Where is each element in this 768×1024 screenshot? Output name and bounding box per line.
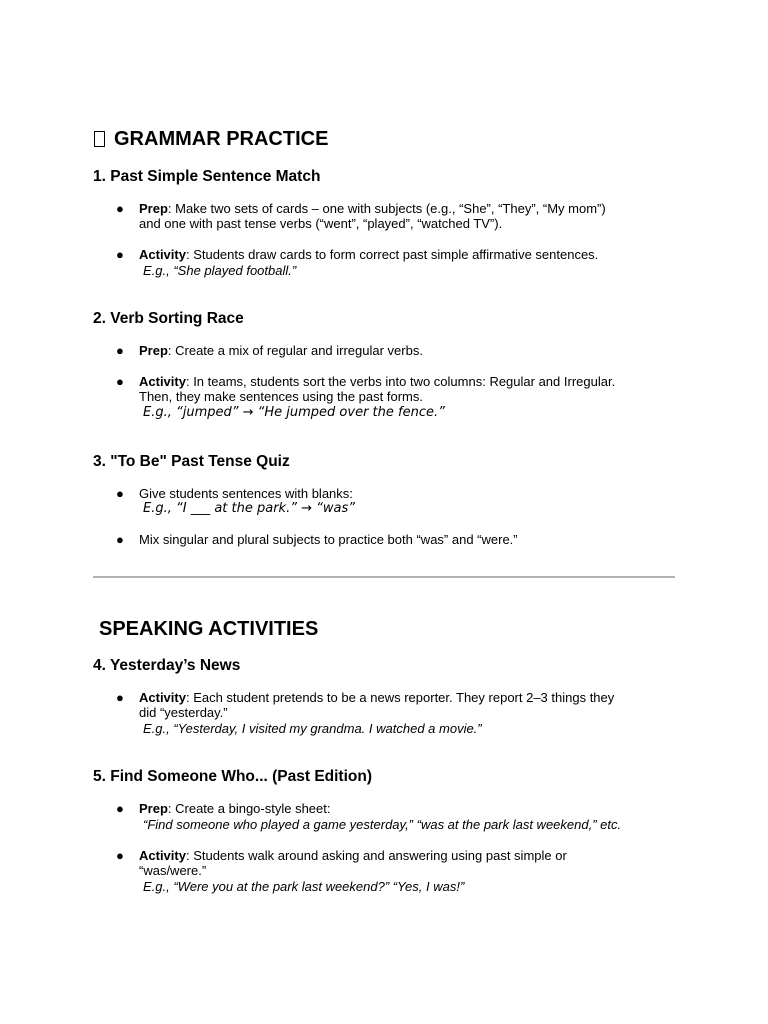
- s1-activity-example: E.g., “She played football.”: [143, 263, 297, 278]
- activity-label: Activity: [139, 247, 186, 262]
- speaking-activities-title: SPEAKING ACTIVITIES: [99, 618, 319, 640]
- prep-label: Prep: [139, 801, 168, 816]
- s5-activity-line-2: “was/were.”: [139, 863, 207, 878]
- s1-prep-line-1: Prep: Make two sets of cards – one with subjects (e.g., “She”, “They”, “My mom”): [139, 201, 606, 216]
- bullet-icon: ●: [116, 532, 124, 547]
- s5-prep-line: Prep: Create a bingo-style sheet:: [139, 801, 331, 816]
- bullet-icon: ●: [116, 848, 124, 863]
- section-3-heading: 3. "To Be" Past Tense Quiz: [93, 453, 290, 470]
- missing-glyph-icon: [94, 131, 105, 147]
- s2-prep-line: Prep: Create a mix of regular and irregular verbs.: [139, 343, 423, 358]
- s4-activity-example: E.g., “Yesterday, I visited my grandma. I watched a movie.”: [143, 721, 482, 736]
- grammar-practice-title: GRAMMAR PRACTICE: [94, 127, 328, 151]
- s3-item-2-text: Mix singular and plural subjects to practice both “was” and “were.”: [139, 532, 518, 547]
- bullet-icon: ●: [116, 690, 124, 705]
- s2-activity-example: E.g., “jumped” → “He jumped over the fence.”: [143, 405, 445, 420]
- s2-activity-line-2: Then, they make sentences using the past forms.: [139, 389, 423, 404]
- s4-activity-line-1: Activity: Each student pretends to be a news reporter. They report 2–3 things they: [139, 690, 615, 705]
- s3-item-1-text: Give students sentences with blanks:: [139, 486, 353, 501]
- s5-activity-example: E.g., “Were you at the park last weekend?” “Yes, I was!”: [143, 879, 465, 894]
- s3-item-1-example: E.g., “I ___ at the park.” → “was”: [143, 501, 355, 516]
- section-1-heading: 1. Past Simple Sentence Match: [93, 168, 321, 185]
- s4-activity-line-2: did “yesterday.”: [139, 705, 228, 720]
- s1-activity-line: Activity: Students draw cards to form correct past simple affirmative sentences.: [139, 247, 599, 262]
- section-5-heading: 5. Find Someone Who... (Past Edition): [93, 768, 372, 785]
- bullet-icon: ●: [116, 201, 124, 216]
- s5-activity-line-1: Activity: Students walk around asking and answering using past simple or: [139, 848, 567, 863]
- prep-label: Prep: [139, 343, 168, 358]
- bullet-icon: ●: [116, 486, 124, 501]
- s1-prep-line-2: and one with past tense verbs (“went”, “played”, “watched TV”).: [139, 216, 503, 231]
- activity-label: Activity: [139, 690, 186, 705]
- activity-label: Activity: [139, 848, 186, 863]
- bullet-icon: ●: [116, 247, 124, 262]
- bullet-icon: ●: [116, 374, 124, 389]
- section-4-heading: 4. Yesterday’s News: [93, 657, 241, 674]
- section-2-heading: 2. Verb Sorting Race: [93, 310, 244, 327]
- s2-activity-line-1: Activity: In teams, students sort the verbs into two columns: Regular and Irregular.: [139, 374, 616, 389]
- bullet-icon: ●: [116, 343, 124, 358]
- bullet-icon: ●: [116, 801, 124, 816]
- s5-prep-example: “Find someone who played a game yesterday,” “was at the park last weekend,” etc.: [143, 817, 622, 832]
- prep-label: Prep: [139, 201, 168, 216]
- section-divider: [93, 576, 675, 578]
- activity-label: Activity: [139, 374, 186, 389]
